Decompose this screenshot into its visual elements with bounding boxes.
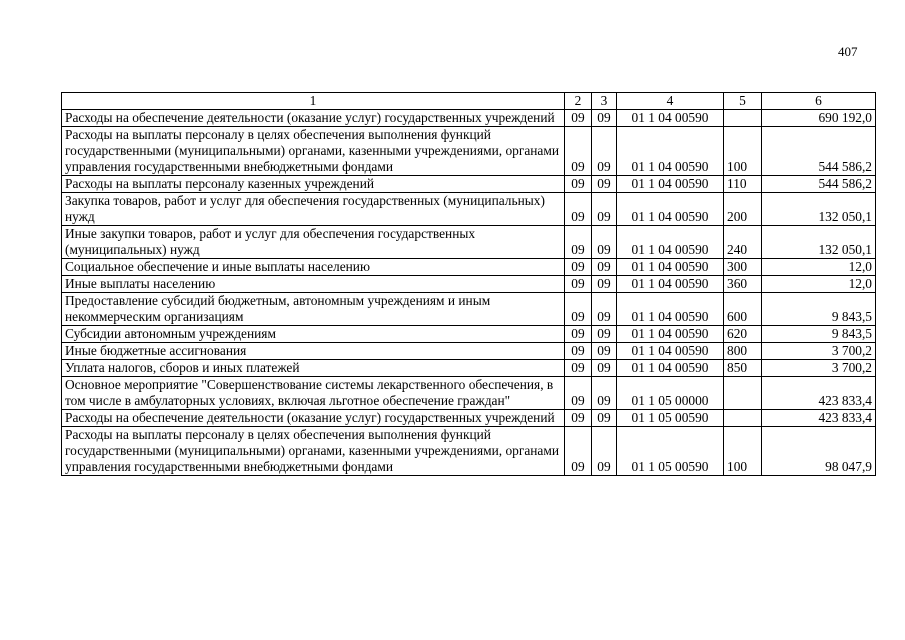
table-row	[62, 410, 876, 427]
row-amount-cell: 544 586,2	[762, 127, 876, 176]
row-expense-type-cell: 850	[724, 360, 762, 377]
table-header-row	[62, 93, 876, 110]
row-name-cell: Расходы на выплаты персоналу казенных учреждений	[62, 176, 565, 193]
row-subsection-cell: 09	[592, 293, 617, 326]
row-subsection-cell: 09	[592, 343, 617, 360]
row-section-cell: 09	[565, 226, 592, 259]
row-target-code-cell: 01 1 04 00590	[617, 127, 724, 176]
table-row	[62, 259, 876, 276]
row-section-cell: 09	[565, 427, 592, 476]
row-subsection-cell: 09	[592, 276, 617, 293]
row-target-code-cell: 01 1 04 00590	[617, 343, 724, 360]
row-expense-type-cell: 200	[724, 193, 762, 226]
row-expense-type-cell: 620	[724, 326, 762, 343]
row-expense-type-cell: 100	[724, 427, 762, 476]
row-amount-cell: 544 586,2	[762, 176, 876, 193]
row-target-code-cell: 01 1 05 00590	[617, 427, 724, 476]
row-subsection-cell: 09	[592, 410, 617, 427]
row-subsection-cell: 09	[592, 360, 617, 377]
row-section-cell: 09	[565, 259, 592, 276]
row-section-cell: 09	[565, 377, 592, 410]
table-row	[62, 293, 876, 326]
row-amount-cell: 9 843,5	[762, 293, 876, 326]
row-expense-type-cell: 800	[724, 343, 762, 360]
row-target-code-cell: 01 1 04 00590	[617, 259, 724, 276]
row-target-code-cell: 01 1 04 00590	[617, 293, 724, 326]
page-number: 407	[838, 44, 858, 59]
table-row	[62, 377, 876, 410]
row-section-cell: 09	[565, 127, 592, 176]
row-name-cell: Расходы на выплаты персоналу в целях обеспечения выполнения функций государственными (муниципальными) органами, казенными учреждениями, органами управления государственными внебюджетными фондами	[62, 127, 565, 176]
table-row	[62, 127, 876, 176]
row-expense-type-cell: 300	[724, 259, 762, 276]
row-section-cell: 09	[565, 343, 592, 360]
column-header-expense-type: 5	[724, 93, 762, 110]
row-subsection-cell: 09	[592, 110, 617, 127]
table-row	[62, 276, 876, 293]
row-target-code-cell: 01 1 05 00590	[617, 410, 724, 427]
row-subsection-cell: 09	[592, 427, 617, 476]
row-subsection-cell: 09	[592, 176, 617, 193]
row-name-cell: Иные выплаты населению	[62, 276, 565, 293]
table-row	[62, 427, 876, 476]
row-target-code-cell: 01 1 04 00590	[617, 176, 724, 193]
row-expense-type-cell	[724, 410, 762, 427]
row-expense-type-cell: 110	[724, 176, 762, 193]
table-row	[62, 110, 876, 127]
row-expense-type-cell	[724, 110, 762, 127]
row-expense-type-cell: 240	[724, 226, 762, 259]
row-amount-cell: 98 047,9	[762, 427, 876, 476]
row-amount-cell: 3 700,2	[762, 343, 876, 360]
row-subsection-cell: 09	[592, 326, 617, 343]
row-name-cell: Предоставление субсидий бюджетным, автономным учреждениям и иным некоммерческим организациям	[62, 293, 565, 326]
row-section-cell: 09	[565, 293, 592, 326]
column-header-subsection: 3	[592, 93, 617, 110]
row-name-cell: Расходы на обеспечение деятельности (оказание услуг) государственных учреждений	[62, 410, 565, 427]
table-row	[62, 343, 876, 360]
row-section-cell: 09	[565, 110, 592, 127]
row-amount-cell: 12,0	[762, 276, 876, 293]
row-target-code-cell: 01 1 04 00590	[617, 110, 724, 127]
table-row	[62, 176, 876, 193]
row-section-cell: 09	[565, 326, 592, 343]
row-subsection-cell: 09	[592, 193, 617, 226]
row-expense-type-cell: 100	[724, 127, 762, 176]
table-row	[62, 226, 876, 259]
row-name-cell: Иные закупки товаров, работ и услуг для обеспечения государственных (муниципальных) нужд	[62, 226, 565, 259]
row-target-code-cell: 01 1 04 00590	[617, 276, 724, 293]
row-expense-type-cell: 360	[724, 276, 762, 293]
row-expense-type-cell	[724, 377, 762, 410]
column-header-section: 2	[565, 93, 592, 110]
row-amount-cell: 9 843,5	[762, 326, 876, 343]
table-row	[62, 326, 876, 343]
row-section-cell: 09	[565, 176, 592, 193]
row-target-code-cell: 01 1 04 00590	[617, 226, 724, 259]
row-name-cell: Иные бюджетные ассигнования	[62, 343, 565, 360]
row-subsection-cell: 09	[592, 226, 617, 259]
row-amount-cell: 12,0	[762, 259, 876, 276]
row-section-cell: 09	[565, 360, 592, 377]
row-amount-cell: 690 192,0	[762, 110, 876, 127]
row-name-cell: Социальное обеспечение и иные выплаты населению	[62, 259, 565, 276]
row-target-code-cell: 01 1 04 00590	[617, 360, 724, 377]
row-section-cell: 09	[565, 410, 592, 427]
row-subsection-cell: 09	[592, 377, 617, 410]
row-expense-type-cell: 600	[724, 293, 762, 326]
budget-table	[61, 92, 876, 476]
column-header-name: 1	[62, 93, 565, 110]
table-row	[62, 193, 876, 226]
column-header-amount: 6	[762, 93, 876, 110]
row-name-cell: Основное мероприятие "Совершенствование системы лекарственного обеспечения, в том числе в амбулаторных условиях, включая льготное обеспечение граждан"	[62, 377, 565, 410]
row-target-code-cell: 01 1 05 00000	[617, 377, 724, 410]
row-section-cell: 09	[565, 276, 592, 293]
row-target-code-cell: 01 1 04 00590	[617, 326, 724, 343]
row-name-cell: Закупка товаров, работ и услуг для обеспечения государственных (муниципальных) нужд	[62, 193, 565, 226]
column-header-target-code: 4	[617, 93, 724, 110]
row-amount-cell: 3 700,2	[762, 360, 876, 377]
row-amount-cell: 132 050,1	[762, 226, 876, 259]
row-amount-cell: 132 050,1	[762, 193, 876, 226]
row-section-cell: 09	[565, 193, 592, 226]
row-name-cell: Субсидии автономным учреждениям	[62, 326, 565, 343]
row-name-cell: Расходы на выплаты персоналу в целях обеспечения выполнения функций государственными (муниципальными) органами, казенными учреждениями, органами управления государственными внебюджетными фондами	[62, 427, 565, 476]
table-row	[62, 360, 876, 377]
row-target-code-cell: 01 1 04 00590	[617, 193, 724, 226]
row-name-cell: Уплата налогов, сборов и иных платежей	[62, 360, 565, 377]
row-amount-cell: 423 833,4	[762, 377, 876, 410]
row-subsection-cell: 09	[592, 127, 617, 176]
row-name-cell: Расходы на обеспечение деятельности (оказание услуг) государственных учреждений	[62, 110, 565, 127]
row-subsection-cell: 09	[592, 259, 617, 276]
row-amount-cell: 423 833,4	[762, 410, 876, 427]
